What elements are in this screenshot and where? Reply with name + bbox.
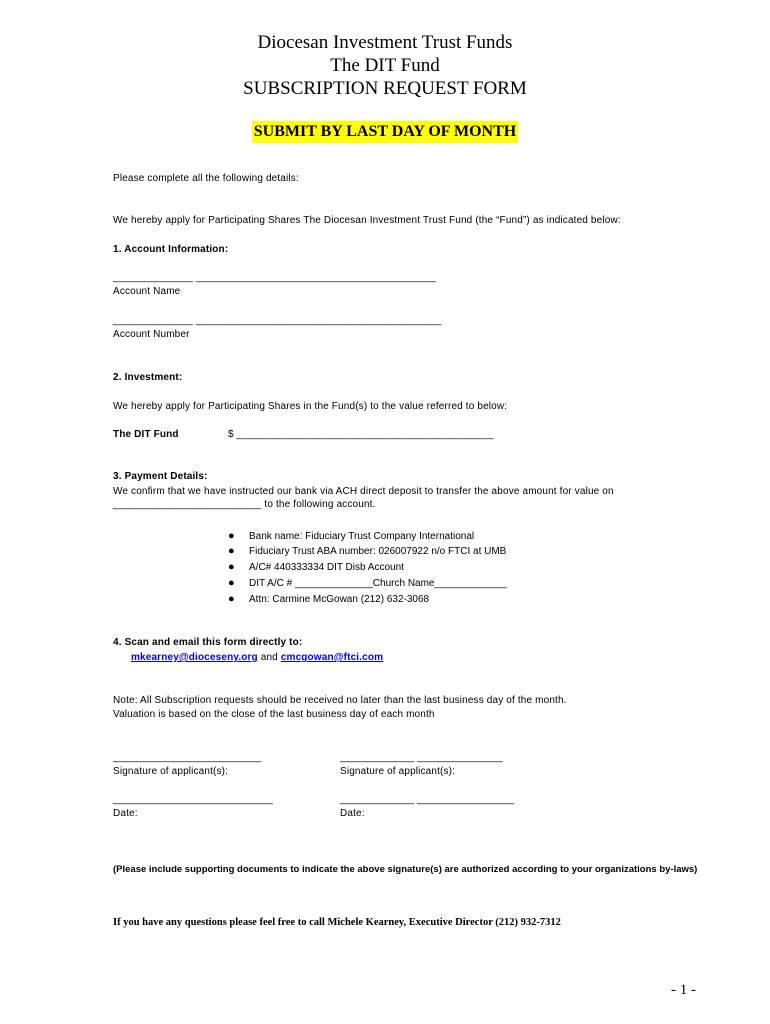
- dit-account-item[interactable]: [228, 577, 507, 590]
- bank-name-item: [228, 530, 475, 543]
- note-line-2: Valuation is based on the close of the last business day of each month: [113, 709, 435, 720]
- intro-text: Please complete all the following details:: [113, 173, 299, 184]
- bullet-icon: ●: [228, 545, 235, 557]
- email-line: [131, 651, 383, 664]
- bullet-icon: ●: [228, 577, 235, 589]
- account-heading: 1. Account Information:: [113, 244, 229, 255]
- account-name-label: Account Name: [113, 286, 181, 297]
- date-label-left: Date:: [113, 808, 138, 819]
- date-label-right: Date:: [340, 808, 365, 819]
- account-number-label: Account Number: [113, 329, 190, 340]
- account-name-field[interactable]: ______________ __________________________________________: [113, 272, 436, 283]
- payment-text: We confirm that we have instructed our bank via ACH direct deposit to transfer the above amount for value on: [113, 486, 614, 497]
- payment-value-date-field[interactable]: __________________________ to the following account.: [113, 499, 376, 510]
- aba-number-item: [228, 545, 507, 558]
- account-number-item: [228, 561, 404, 574]
- bullet-icon: ●: [228, 561, 235, 573]
- signature-field-right[interactable]: _____________ _______________: [340, 752, 503, 763]
- and-text: and: [260, 652, 278, 663]
- disb-account-text: A/C# 440333334 DIT Disb Account: [249, 562, 404, 573]
- investment-amount-field[interactable]: $ _____________________________________________: [228, 429, 494, 440]
- bank-name-text: Bank name: Fiduciary Trust Company International: [249, 531, 475, 542]
- org-title: Diocesan Investment Trust Funds: [257, 32, 513, 53]
- aba-number-text: Fiduciary Trust ABA number: 026007922 n/o FTCI at UMB: [249, 546, 507, 557]
- apply-text: We hereby apply for Participating Shares The Diocesan Investment Trust Fund (the “Fund”) as indicated below:: [113, 215, 621, 226]
- fund-title: The DIT Fund: [330, 55, 440, 76]
- form-title: SUBSCRIPTION REQUEST FORM: [243, 78, 527, 99]
- investment-text: We hereby apply for Participating Shares in the Fund(s) to the value referred to below:: [113, 401, 508, 412]
- supporting-docs-note: (Please include supporting documents to indicate the above signature(s) are authorized according to your organizations by-laws): [113, 864, 698, 875]
- date-field-right[interactable]: _____________ _________________: [340, 794, 515, 805]
- page-number: - 1 -: [671, 982, 696, 998]
- email-link-kearney[interactable]: mkearney@dioceseny.org: [131, 652, 258, 663]
- contact-note: If you have any questions please feel free to call Michele Kearney, Executive Director (212) 932-7312: [113, 917, 561, 928]
- deadline-banner-text: SUBMIT BY LAST DAY OF MONTH: [252, 121, 518, 143]
- account-number-field[interactable]: ______________ ___________________________________________: [113, 315, 442, 326]
- bullet-icon: ●: [228, 530, 235, 542]
- signature-label-right: Signature of applicant(s):: [340, 766, 456, 777]
- deadline-banner: [0, 121, 770, 143]
- attention-text: Attn: Carmine McGowan (212) 632-3068: [249, 594, 430, 605]
- attention-item: [228, 593, 430, 606]
- fund-label: The DIT Fund: [113, 429, 179, 440]
- signature-field-left[interactable]: __________________________: [113, 752, 262, 763]
- note-line-1: Note: All Subscription requests should be received no later than the last business day of the month.: [113, 695, 567, 706]
- date-field-left[interactable]: ____________________________: [113, 794, 273, 805]
- email-link-mcgowan[interactable]: cmcgowan@ftci.com: [280, 652, 384, 663]
- payment-heading: 3. Payment Details:: [113, 471, 208, 482]
- dit-account-church-field[interactable]: DIT A/C # ______________Church Name_____________: [249, 578, 507, 589]
- investment-heading: 2. Investment:: [113, 372, 183, 383]
- bullet-icon: ●: [228, 593, 235, 605]
- signature-label-left: Signature of applicant(s):: [113, 766, 229, 777]
- scan-heading: 4. Scan and email this form directly to:: [113, 637, 303, 648]
